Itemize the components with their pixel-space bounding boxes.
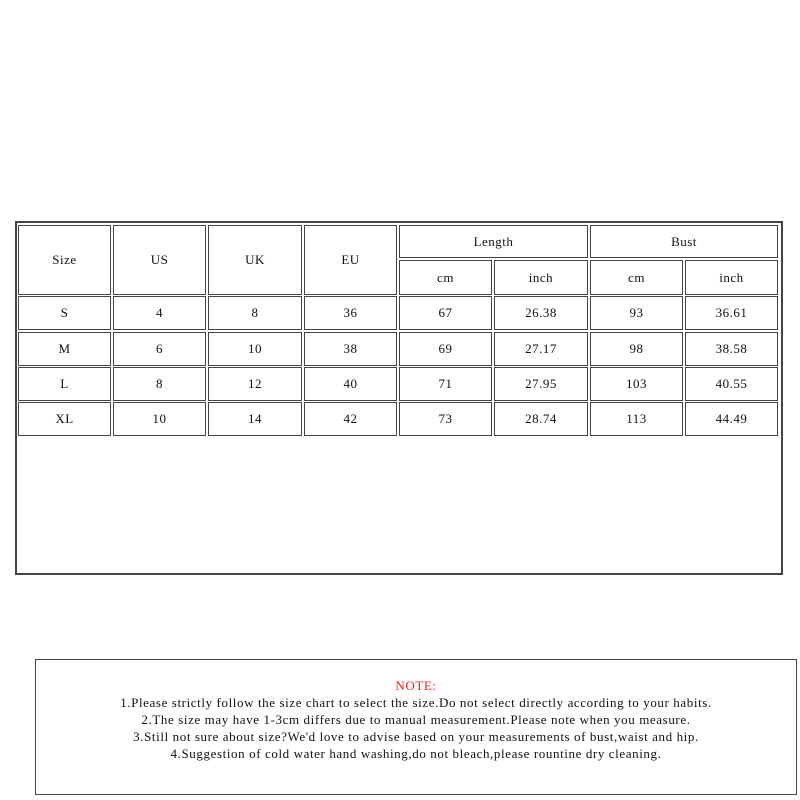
header-bust: Bust [590, 225, 778, 258]
header-length: Length [399, 225, 588, 258]
table-cell: S [18, 296, 111, 330]
notes-title: NOTE: [395, 678, 437, 693]
note-line-4: 4.Suggestion of cold water hand washing,do not bleach,please rountine dry cleaning. [170, 746, 662, 761]
table-cell: 69 [399, 332, 492, 366]
table-cell: 38 [304, 332, 397, 366]
table-cell: 38.58 [685, 332, 778, 366]
table-cell: 8 [113, 367, 206, 401]
note-line-2: 2.The size may have 1-3cm differs due to manual measurement.Please note when you measure. [141, 712, 691, 727]
header-length-inch: inch [494, 260, 588, 295]
table-cell: 73 [399, 402, 492, 436]
table-cell: XL [18, 402, 111, 436]
table-cell: 44.49 [685, 402, 778, 436]
note-line-1: 1.Please strictly follow the size chart to select the size.Do not select directly according to your habits. [120, 695, 712, 710]
header-us: US [113, 225, 206, 295]
table-cell: 103 [590, 367, 683, 401]
table-cell: L [18, 367, 111, 401]
table-cell: 42 [304, 402, 397, 436]
table-cell: 10 [113, 402, 206, 436]
notes-box [35, 659, 797, 795]
header-uk: UK [208, 225, 302, 295]
table-cell: 36.61 [685, 296, 778, 330]
table-cell: 28.74 [494, 402, 588, 436]
header-bust-inch: inch [685, 260, 778, 295]
table-cell: 27.95 [494, 367, 588, 401]
header-length-cm: cm [399, 260, 492, 295]
table-cell: 27.17 [494, 332, 588, 366]
size-chart [15, 221, 783, 761]
table-cell: 40.55 [685, 367, 778, 401]
table-cell: 67 [399, 296, 492, 330]
table-cell: 4 [113, 296, 206, 330]
header-eu: EU [304, 225, 397, 295]
table-cell: 6 [113, 332, 206, 366]
table-cell: 36 [304, 296, 397, 330]
table-cell: 8 [208, 296, 302, 330]
table-cell: 26.38 [494, 296, 588, 330]
table-cell: 93 [590, 296, 683, 330]
table-cell: M [18, 332, 111, 366]
header-bust-cm: cm [590, 260, 683, 295]
table-cell: 12 [208, 367, 302, 401]
table-cell: 10 [208, 332, 302, 366]
table-cell: 14 [208, 402, 302, 436]
table-cell: 71 [399, 367, 492, 401]
note-line-3: 3.Still not sure about size?We'd love to advise based on your measurements of bust,waist and hip. [133, 729, 699, 744]
header-size: Size [18, 225, 111, 295]
table-cell: 40 [304, 367, 397, 401]
table-cell: 98 [590, 332, 683, 366]
table-cell: 113 [590, 402, 683, 436]
